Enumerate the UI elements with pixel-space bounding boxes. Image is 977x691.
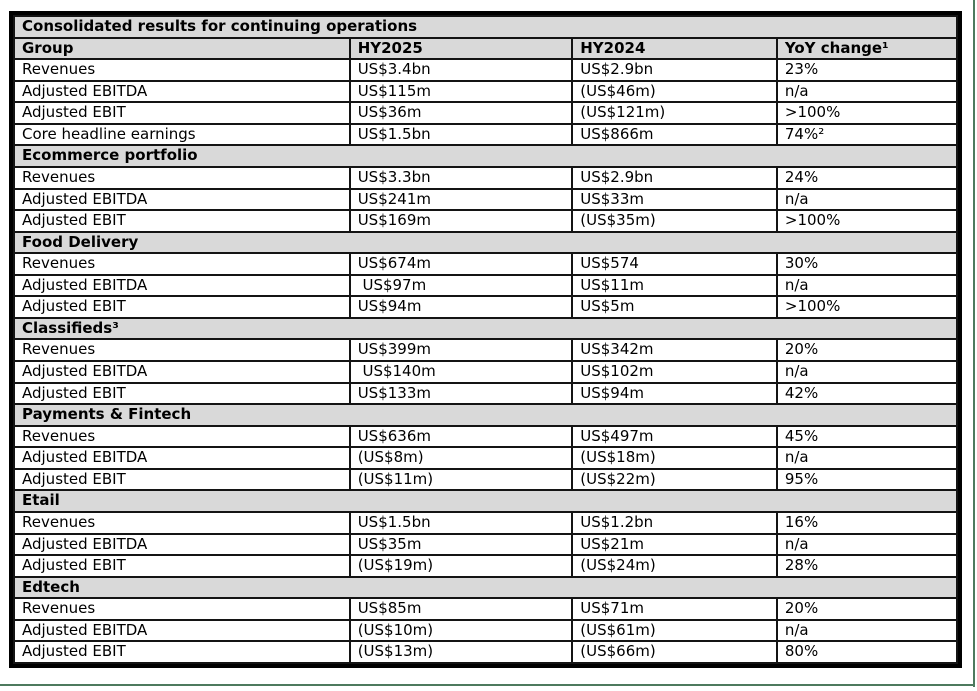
table-row [14,189,957,211]
column-header-yoy-change: YoY change¹ [777,38,957,60]
metric-label: Revenues [14,167,350,189]
yoy-change-value: >100% [777,296,957,318]
results-table [13,15,958,664]
hy2025-value: US$1.5bn [350,124,573,146]
hy2024-value: (US$24m) [572,555,777,577]
table-row [14,102,957,124]
section-header: Food Delivery [14,232,957,254]
hy2024-value: (US$66m) [572,641,777,663]
section-header-row [14,318,957,340]
metric-label: Core headline earnings [14,124,350,146]
hy2024-value: US$497m [572,426,777,448]
table-row [14,167,957,189]
results-table-body [14,16,957,663]
table-row [14,210,957,232]
hy2024-value: US$33m [572,189,777,211]
metric-label: Adjusted EBIT [14,555,350,577]
metric-label: Adjusted EBITDA [14,275,350,297]
hy2025-value: (US$19m) [350,555,573,577]
hy2024-value: (US$121m) [572,102,777,124]
section-header: Payments & Fintech [14,404,957,426]
yoy-change-value: 74%² [777,124,957,146]
table-title-row [14,16,957,38]
hy2024-value: US$71m [572,598,777,620]
hy2025-value: (US$10m) [350,620,573,642]
metric-label: Adjusted EBIT [14,296,350,318]
yoy-change-value: 24% [777,167,957,189]
hy2024-value: US$11m [572,275,777,297]
table-row [14,641,957,663]
table-row [14,620,957,642]
table-row [14,383,957,405]
yoy-change-value: >100% [777,102,957,124]
hy2025-value: US$140m [350,361,573,383]
table-title: Consolidated results for continuing operations [14,16,957,38]
hy2025-value: (US$11m) [350,469,573,491]
hy2024-value: US$2.9bn [572,167,777,189]
section-header: Classifieds³ [14,318,957,340]
metric-label: Adjusted EBIT [14,469,350,491]
hy2024-value: US$21m [572,534,777,556]
metric-label: Revenues [14,512,350,534]
yoy-change-value: >100% [777,210,957,232]
hy2024-value: US$102m [572,361,777,383]
hy2025-value: US$636m [350,426,573,448]
metric-label: Adjusted EBIT [14,383,350,405]
hy2024-value: (US$22m) [572,469,777,491]
yoy-change-value: n/a [777,447,957,469]
hy2024-value: US$866m [572,124,777,146]
table-row [14,469,957,491]
yoy-change-value: 16% [777,512,957,534]
hy2025-value: US$97m [350,275,573,297]
yoy-change-value: n/a [777,361,957,383]
column-header-row [14,38,957,60]
hy2025-value: (US$13m) [350,641,573,663]
hy2024-value: (US$35m) [572,210,777,232]
hy2025-value: US$36m [350,102,573,124]
hy2025-value: US$3.4bn [350,59,573,81]
metric-label: Adjusted EBIT [14,641,350,663]
hy2025-value: US$3.3bn [350,167,573,189]
table-row [14,555,957,577]
yoy-change-value: 95% [777,469,957,491]
hy2025-value: US$94m [350,296,573,318]
column-header-hy2025: HY2025 [350,38,573,60]
yoy-change-value: 28% [777,555,957,577]
hy2024-value: US$342m [572,339,777,361]
hy2025-value: US$115m [350,81,573,103]
metric-label: Revenues [14,598,350,620]
table-row [14,534,957,556]
metric-label: Revenues [14,59,350,81]
yoy-change-value: 42% [777,383,957,405]
section-header-row [14,490,957,512]
yoy-change-value: n/a [777,534,957,556]
metric-label: Adjusted EBITDA [14,620,350,642]
hy2025-value: US$399m [350,339,573,361]
yoy-change-value: 45% [777,426,957,448]
metric-label: Adjusted EBIT [14,102,350,124]
table-row [14,296,957,318]
yoy-change-value: 20% [777,339,957,361]
column-header-group: Group [14,38,350,60]
hy2024-value: (US$61m) [572,620,777,642]
hy2024-value: US$574 [572,253,777,275]
hy2024-value: US$2.9bn [572,59,777,81]
hy2024-value: (US$18m) [572,447,777,469]
yoy-change-value: 80% [777,641,957,663]
hy2025-value: US$85m [350,598,573,620]
metric-label: Revenues [14,253,350,275]
table-row [14,339,957,361]
yoy-change-value: n/a [777,620,957,642]
hy2025-value: US$169m [350,210,573,232]
table-row [14,598,957,620]
hy2024-value: US$5m [572,296,777,318]
hy2025-value: US$133m [350,383,573,405]
hy2024-value: (US$46m) [572,81,777,103]
yoy-change-value: n/a [777,189,957,211]
table-row [14,361,957,383]
slide-border-horizontal-line [0,684,975,686]
consolidated-results-table [9,11,962,668]
metric-label: Adjusted EBITDA [14,361,350,383]
section-header-row [14,145,957,167]
yoy-change-value: 20% [777,598,957,620]
table-row [14,426,957,448]
table-row [14,512,957,534]
hy2025-value: US$674m [350,253,573,275]
table-row [14,59,957,81]
metric-label: Revenues [14,426,350,448]
table-row [14,447,957,469]
hy2024-value: US$94m [572,383,777,405]
yoy-change-value: 30% [777,253,957,275]
metric-label: Adjusted EBITDA [14,189,350,211]
section-header-row [14,232,957,254]
section-header: Edtech [14,577,957,599]
metric-label: Revenues [14,339,350,361]
yoy-change-value: 23% [777,59,957,81]
section-header-row [14,404,957,426]
hy2025-value: US$35m [350,534,573,556]
section-header: Etail [14,490,957,512]
column-header-hy2024: HY2024 [572,38,777,60]
yoy-change-value: n/a [777,275,957,297]
table-row [14,275,957,297]
metric-label: Adjusted EBIT [14,210,350,232]
metric-label: Adjusted EBITDA [14,81,350,103]
hy2025-value: US$1.5bn [350,512,573,534]
table-row [14,81,957,103]
table-row [14,253,957,275]
hy2025-value: (US$8m) [350,447,573,469]
section-header: Ecommerce portfolio [14,145,957,167]
metric-label: Adjusted EBITDA [14,534,350,556]
table-row [14,124,957,146]
metric-label: Adjusted EBITDA [14,447,350,469]
section-header-row [14,577,957,599]
hy2025-value: US$241m [350,189,573,211]
slide-border-vertical-line [973,0,975,687]
hy2024-value: US$1.2bn [572,512,777,534]
yoy-change-value: n/a [777,81,957,103]
